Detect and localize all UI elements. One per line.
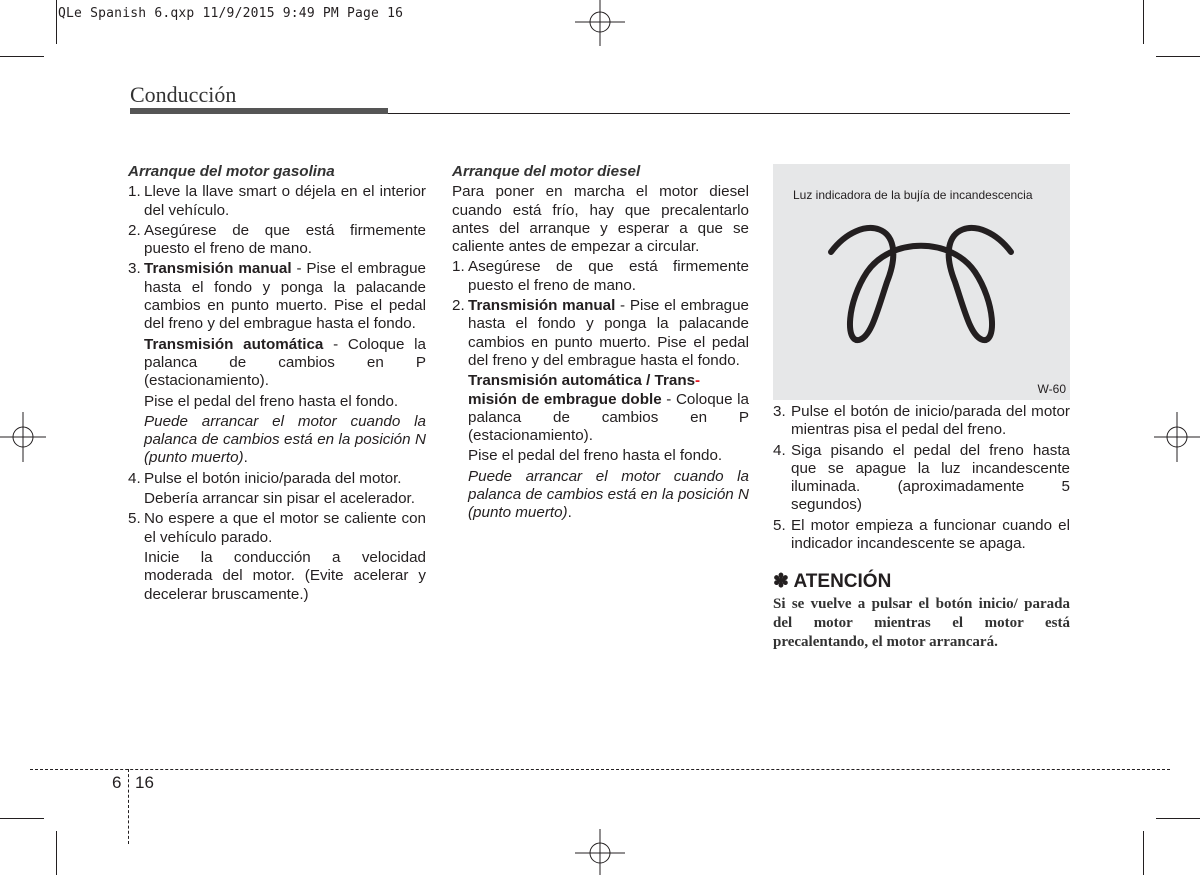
column-diesel-continued [773,403,1070,555]
list-item [452,297,749,370]
bold-term: misión de embrague doble [468,390,662,408]
page-number: 16 [135,773,154,792]
figure-code: W-60 [1037,382,1066,396]
list-item [773,403,1070,440]
heading-diesel: Arranque del motor diesel [452,163,641,180]
bold-term: Transmisión automática / Trans [468,372,696,390]
sub-paragraph: Inicie la conducción a velocidad moderada del motor. (Evite acelerar y decelerar bruscamente.) [144,548,426,603]
crop-mark [1156,56,1200,57]
print-slug: QLe Spanish 6.qxp 11/9/2015 9:49 PM Page 16 [58,6,404,21]
item-number: 4. [773,441,786,459]
item-number: 1. [452,258,465,276]
sub-paragraph [452,372,749,445]
column-gasoline-start [128,163,426,606]
item-number: 4. [128,469,141,487]
item-text: Asegúrese de que está firmemente puesto el freno de mano. [144,221,426,258]
list-item [128,222,426,259]
sub-paragraph [128,336,426,391]
item-text-body: - Pise el embrague hasta el fondo y ponga la palacande cambios en punto muerto. Pise el pedal del freno y del embrague hasta el fondo. [468,297,749,369]
crop-mark [0,56,44,57]
registration-mark-icon [1154,412,1200,462]
italic-note: Puede arrancar el motor cuando la palanca de cambios está en la posición N (punto muerto) [468,467,749,522]
chapter-number: 6 [112,773,122,792]
column-diesel-start [452,163,749,525]
sub-paragraph [128,413,426,468]
section-title: Conducción [130,82,237,107]
footer-divider [128,769,129,844]
intro-paragraph: Para poner en marcha el motor diesel cuando está frío, hay que precalentarlo antes del arranque y esperar a que se caliente antes de empezar a circular. [452,183,749,256]
sub-paragraph: Pise el pedal del freno hasta el fondo. [144,392,399,410]
attention-text: Si se vuelve a pulsar el botón inicio/ parada del motor mientras el motor está precalentando, el motor arrancará. [773,596,1070,650]
crop-mark [56,831,57,875]
attention-title: ✽ ATENCIÓN [773,571,892,592]
item-number: 5. [773,516,786,534]
item-text: Pulse el botón de inicio/parada del motor mientras pisa el pedal del freno. [791,403,1070,439]
glow-plug-figure [773,164,1070,400]
crop-mark [0,818,44,819]
item-text: El motor empieza a funcionar cuando el indicador incandescente se apaga. [791,516,1070,553]
item-text: Lleve la llave smart o déjela en el interior del vehículo. [144,183,426,219]
sub-paragraph: Pise el pedal del freno hasta el fondo. [468,447,723,465]
list-item [452,258,749,295]
header-rule-accent [130,108,388,114]
note-tail: . [567,504,572,522]
bold-term: Transmisión manual [468,297,616,315]
item-text: No espere a que el motor se caliente con el vehículo parado. [144,510,426,546]
item-text: Pulse el botón inicio/parada del motor. [144,469,402,487]
item-number: 3. [773,403,786,420]
list-item [128,470,426,488]
list-item [128,260,426,333]
registration-mark-icon [575,0,625,46]
item-number: 1. [128,183,141,201]
item-text [468,297,749,370]
item-text: Siga pisando el pedal del freno hasta que se apague la luz incandescente iluminada. (aproximadamente 5 segundos) [791,441,1070,514]
item-text-body: - Pise el embrague hasta el fondo y ponga la palacande cambios en punto muerto. Pise el pedal del freno y del embrague hasta el fondo. [144,260,426,333]
list-item [773,442,1070,515]
note-tail: . [243,449,248,467]
list-item [128,510,426,547]
glow-plug-indicator-icon [821,222,1021,352]
registration-mark-icon [575,829,625,875]
list-item [773,517,1070,554]
item-number: 5. [128,510,141,528]
crop-mark [1143,831,1144,875]
item-text [144,260,426,333]
crop-mark [1143,0,1144,44]
sub-text: - Coloque la palanca de cambios en P (estacionamiento). [468,390,749,445]
footer-rule [30,769,1170,770]
bold-term: Transmisión manual [144,260,292,278]
sub-text: - Coloque la palanca de cambios en P (estacionamiento). [144,335,426,390]
sub-paragraph: Debería arrancar sin pisar el acelerador. [144,490,415,508]
heading-gasoline: Arranque del motor gasolina [128,163,335,180]
crop-mark [56,0,57,44]
italic-note: Puede arrancar el motor cuando la palanca de cambios está en la posición N (punto muerto) [144,412,426,467]
item-number: 3. [128,260,141,278]
figure-caption: Luz indicadora de la bujía de incandescencia [793,188,1033,202]
sub-paragraph [452,468,749,523]
crop-mark [1156,818,1200,819]
item-text: Asegúrese de que está firmemente puesto el freno de mano. [468,258,749,294]
hyphen-mark: - [695,372,701,390]
item-number: 2. [128,221,141,239]
list-item [128,183,426,220]
bold-term: Transmisión automática [144,335,324,353]
item-number: 2. [452,297,465,315]
registration-mark-icon [0,412,46,462]
